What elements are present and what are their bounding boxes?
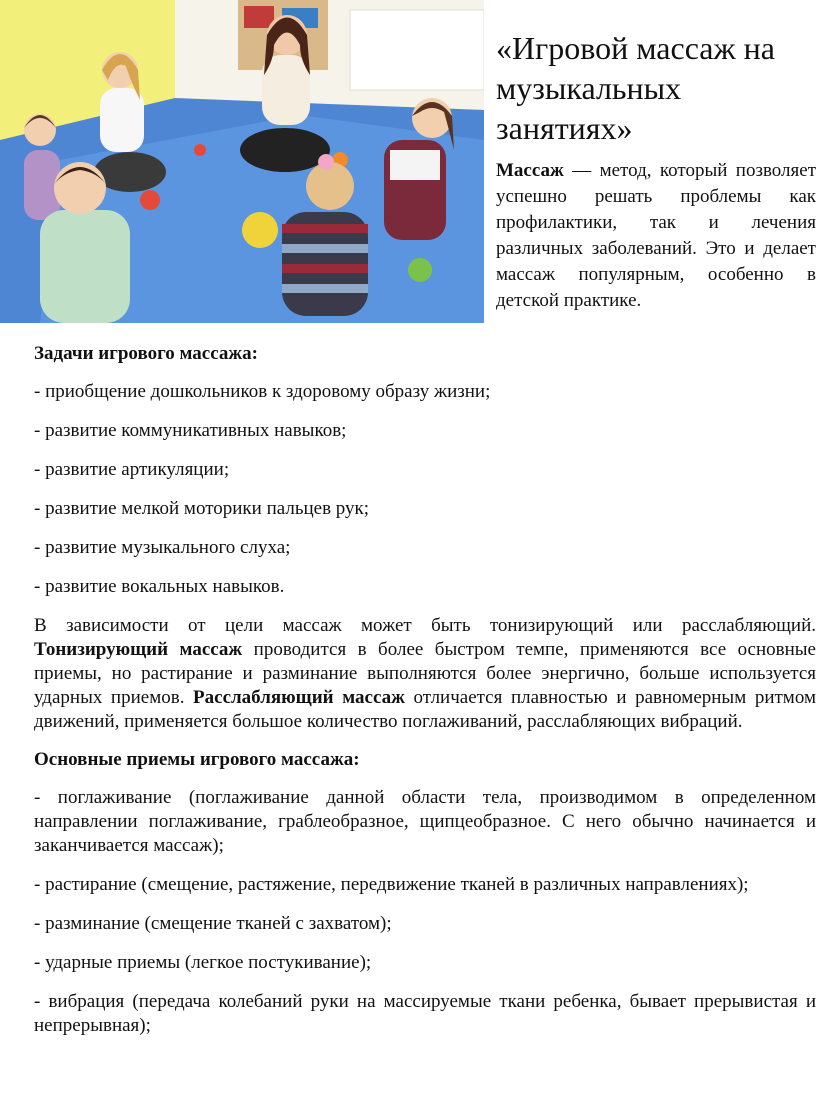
list-item: - развитие музыкального слуха;: [34, 537, 291, 558]
list-item: - поглаживание (поглаживание данной области тела, производимом в определенном направлении поглаживание, граблеобразное, щипцеобразное. С него обычно начинается и заканчивается массаж);: [34, 787, 816, 856]
list-item: - разминание (смещение тканей с захватом);: [34, 913, 392, 934]
tonic-massage-term: Тонизирующий массаж: [34, 639, 243, 660]
massage-types-paragraph: [34, 614, 816, 734]
list-item: - растирание (смещение, растяжение, передвижение тканей в различных направлениях);: [34, 874, 749, 895]
intro-text: — метод, который позволяет успешно решать проблемы как профилактики, так и лечения различных заболеваний. Это и делает массаж популярным, особенно в детской практике.: [496, 160, 816, 311]
types-text-3: отличается плавностью и равномерным ритмом движений, применяется большое количество поглаживаний, расслабляющих вибраций.: [34, 687, 816, 732]
children-massage-photo: [0, 0, 484, 323]
techniques-heading: Основные приемы игрового массажа:: [34, 749, 360, 770]
list-item: - приобщение дошкольников к здоровому образу жизни;: [34, 381, 491, 402]
main-content: [34, 342, 816, 1053]
intro-term: Массаж: [496, 160, 564, 181]
intro-paragraph: [496, 158, 816, 314]
types-text-1: В зависимости от цели массаж может быть тонизирующий или расслабляющий.: [34, 615, 816, 636]
list-item: - развитие мелкой моторики пальцев рук;: [34, 498, 370, 519]
list-item: - развитие коммуникативных навыков;: [34, 420, 347, 441]
list-item: - вибрация (передача колебаний руки на массируемые ткани ребенка, бывает прерывистая и непрерывная);: [34, 991, 816, 1036]
children-massage-photo-icon: [0, 0, 484, 323]
page-title: «Игровой массаж на музыкальных занятиях»: [496, 30, 775, 146]
list-item: - развитие артикуляции;: [34, 459, 230, 480]
tasks-heading: Задачи игрового массажа:: [34, 343, 259, 364]
list-item: - развитие вокальных навыков.: [34, 576, 285, 597]
relaxing-massage-term: Расслабляющий массаж: [193, 687, 405, 708]
list-item: - ударные приемы (легкое постукивание);: [34, 952, 372, 973]
types-text-2: проводится в более быстром темпе, применяются все основные приемы, но растирание и разминание выполняются более энергично, больше используется ударных приемов.: [34, 639, 816, 708]
